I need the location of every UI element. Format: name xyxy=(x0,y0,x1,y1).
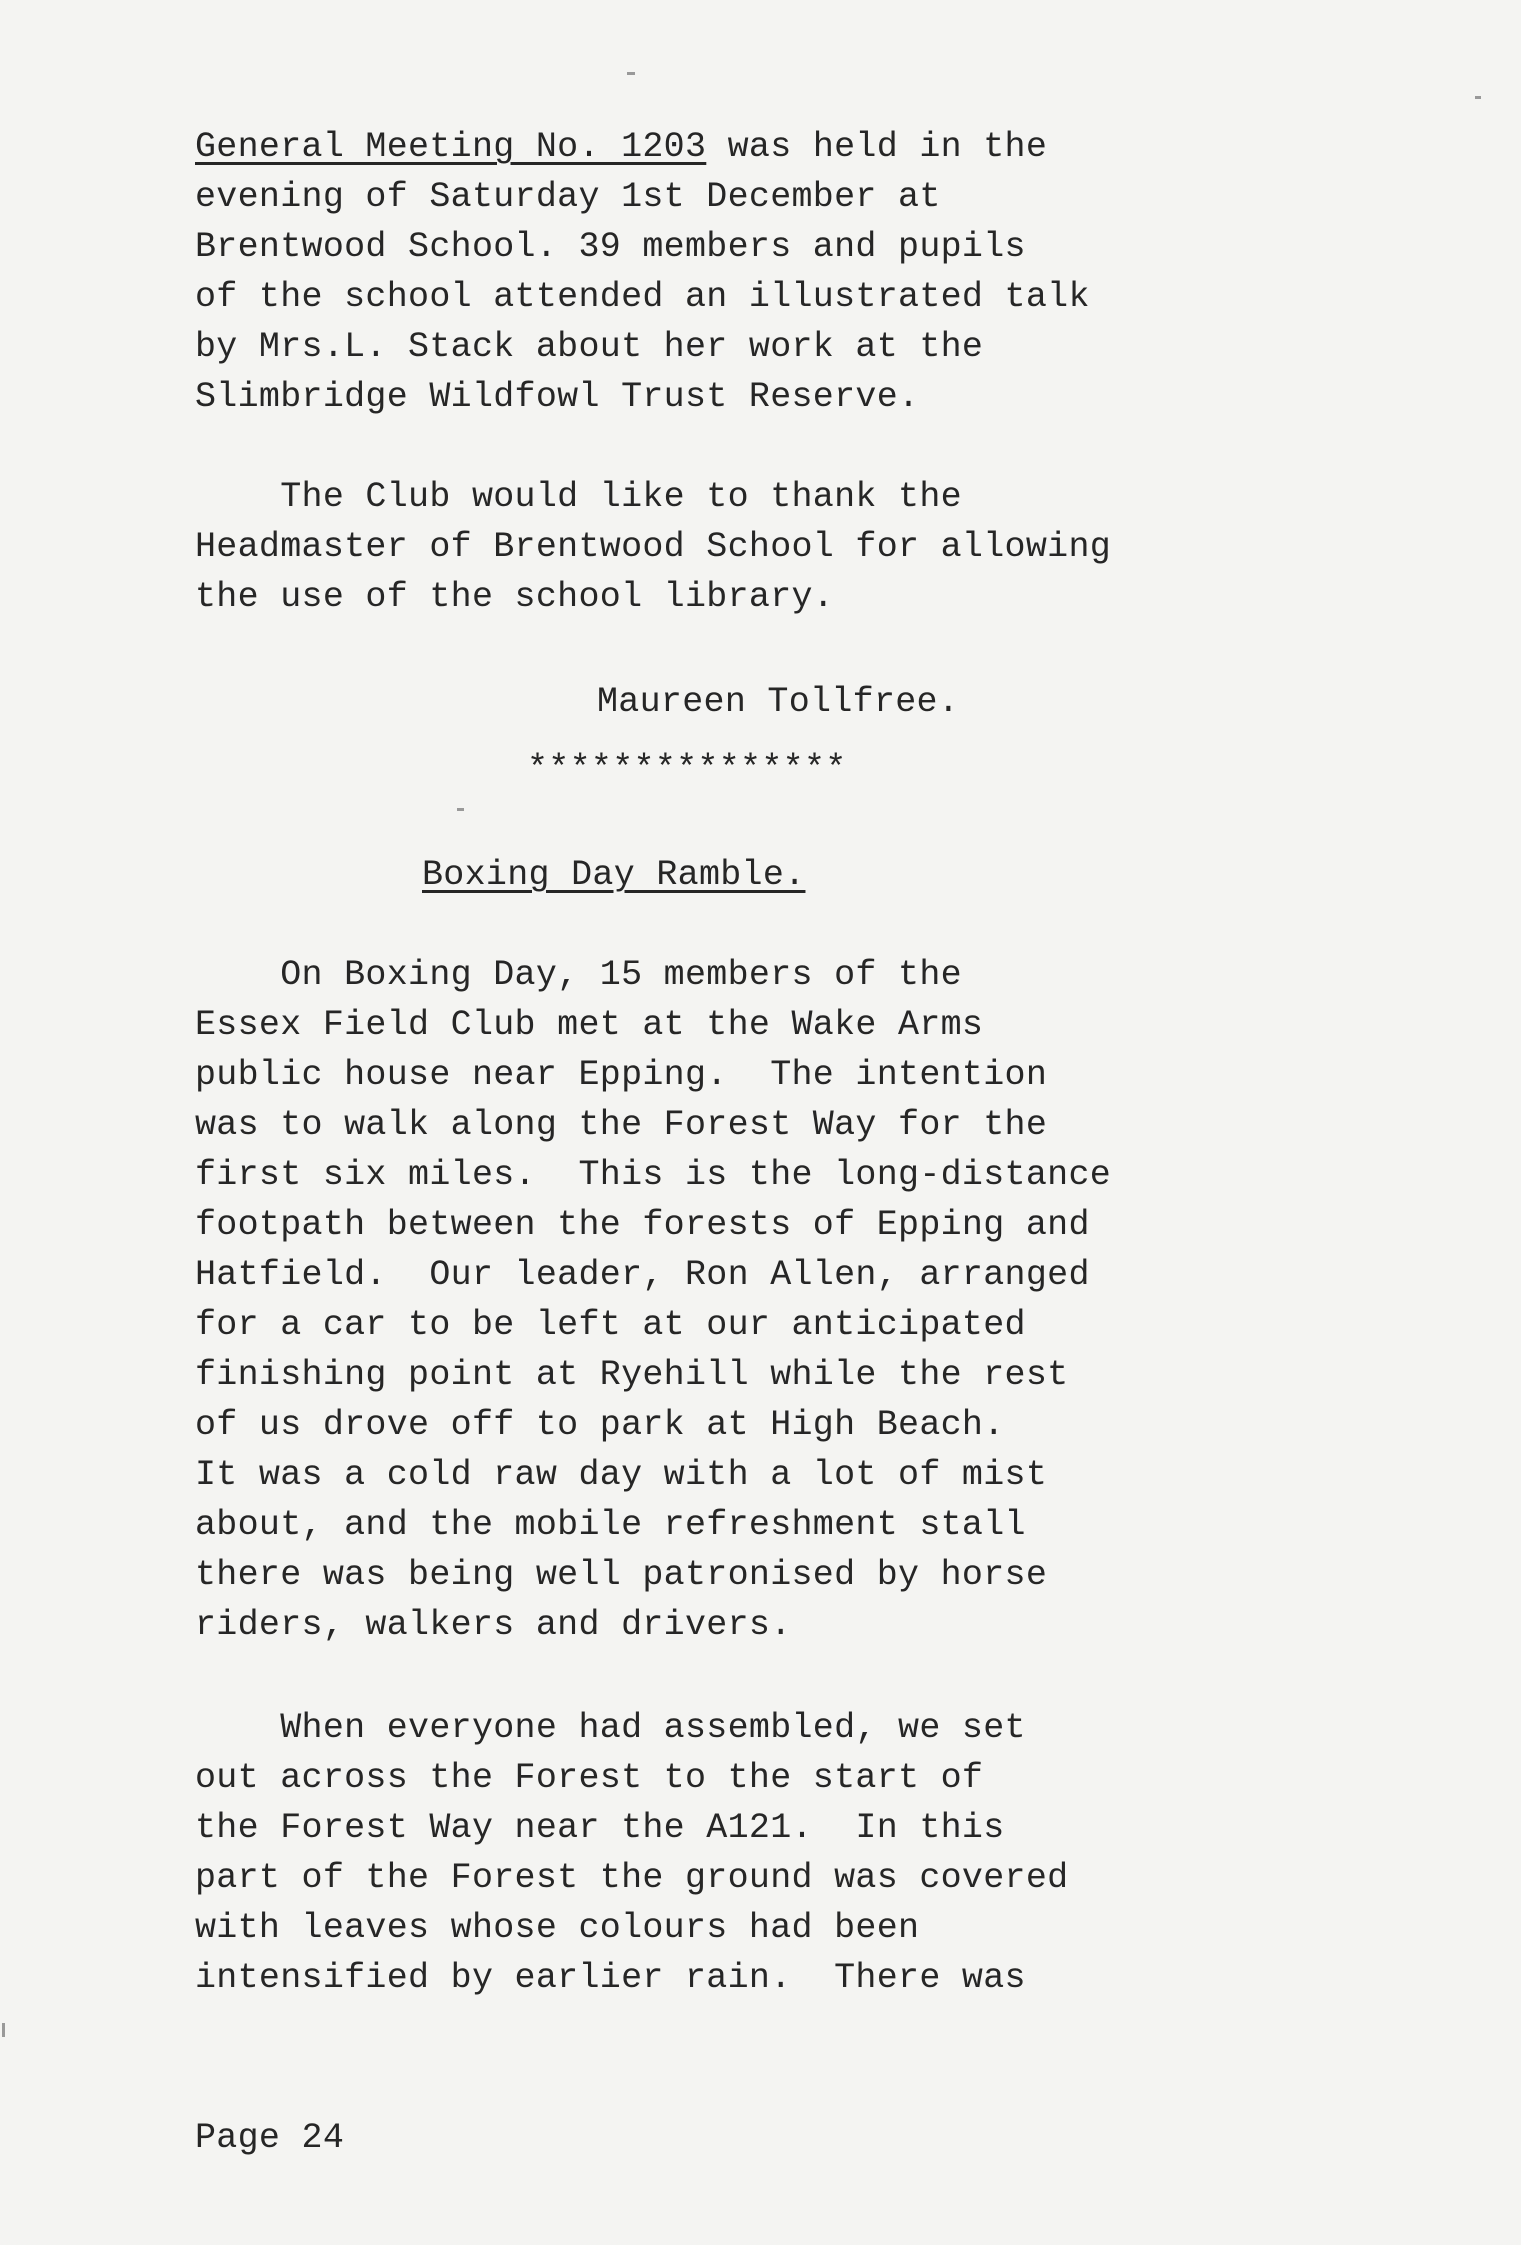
text-line: of us drove off to park at High Beach. xyxy=(195,1405,1005,1445)
text-line: the use of the school library. xyxy=(195,577,835,617)
signature: Maureen Tollfree. xyxy=(597,682,960,722)
text-line: It was a cold raw day with a lot of mist xyxy=(195,1455,1048,1495)
text-line: out across the Forest to the start of xyxy=(195,1758,984,1798)
ramble-title: Boxing Day Ramble. xyxy=(422,855,806,895)
text-line: When everyone had assembled, we set xyxy=(195,1708,1026,1748)
text-line: there was being well patronised by horse xyxy=(195,1555,1048,1595)
text-line: Brentwood School. 39 members and pupils xyxy=(195,227,1026,267)
text-line: Headmaster of Brentwood School for allowing xyxy=(195,527,1112,567)
text-line: finishing point at Ryehill while the rest xyxy=(195,1355,1069,1395)
meeting-heading-rest: was held in the xyxy=(706,127,1048,167)
scan-mark xyxy=(2,2023,5,2037)
text-line: the Forest Way near the A121. In this xyxy=(195,1808,1005,1848)
text-line: Essex Field Club met at the Wake Arms xyxy=(195,1005,984,1045)
text-line: intensified by earlier rain. There was xyxy=(195,1958,1026,1998)
text-line: part of the Forest the ground was covered xyxy=(195,1858,1069,1898)
text-line: evening of Saturday 1st December at xyxy=(195,177,941,217)
separator: *************** xyxy=(527,749,847,789)
meeting-heading: General Meeting No. 1203 xyxy=(195,127,707,167)
scan-mark xyxy=(1475,96,1481,99)
page-number: Page 24 xyxy=(195,2118,345,2158)
meeting-heading-line xyxy=(195,122,1047,172)
text-line: first six miles. This is the long-distance xyxy=(195,1155,1112,1195)
text-line: of the school attended an illustrated talk xyxy=(195,277,1090,317)
text-line: footpath between the forests of Epping and xyxy=(195,1205,1090,1245)
text-line: riders, walkers and drivers. xyxy=(195,1605,792,1645)
scan-mark xyxy=(627,72,635,75)
text-line: public house near Epping. The intention xyxy=(195,1055,1048,1095)
text-line: with leaves whose colours had been xyxy=(195,1908,920,1948)
text-line: Hatfield. Our leader, Ron Allen, arranged xyxy=(195,1255,1090,1295)
text-line: The Club would like to thank the xyxy=(195,477,962,517)
text-line: by Mrs.L. Stack about her work at the xyxy=(195,327,984,367)
text-line: about, and the mobile refreshment stall xyxy=(195,1505,1026,1545)
text-line: for a car to be left at our anticipated xyxy=(195,1305,1026,1345)
text-line: was to walk along the Forest Way for the xyxy=(195,1105,1048,1145)
text-line: On Boxing Day, 15 members of the xyxy=(195,955,962,995)
scan-mark xyxy=(457,808,464,811)
text-line: Slimbridge Wildfowl Trust Reserve. xyxy=(195,377,920,417)
